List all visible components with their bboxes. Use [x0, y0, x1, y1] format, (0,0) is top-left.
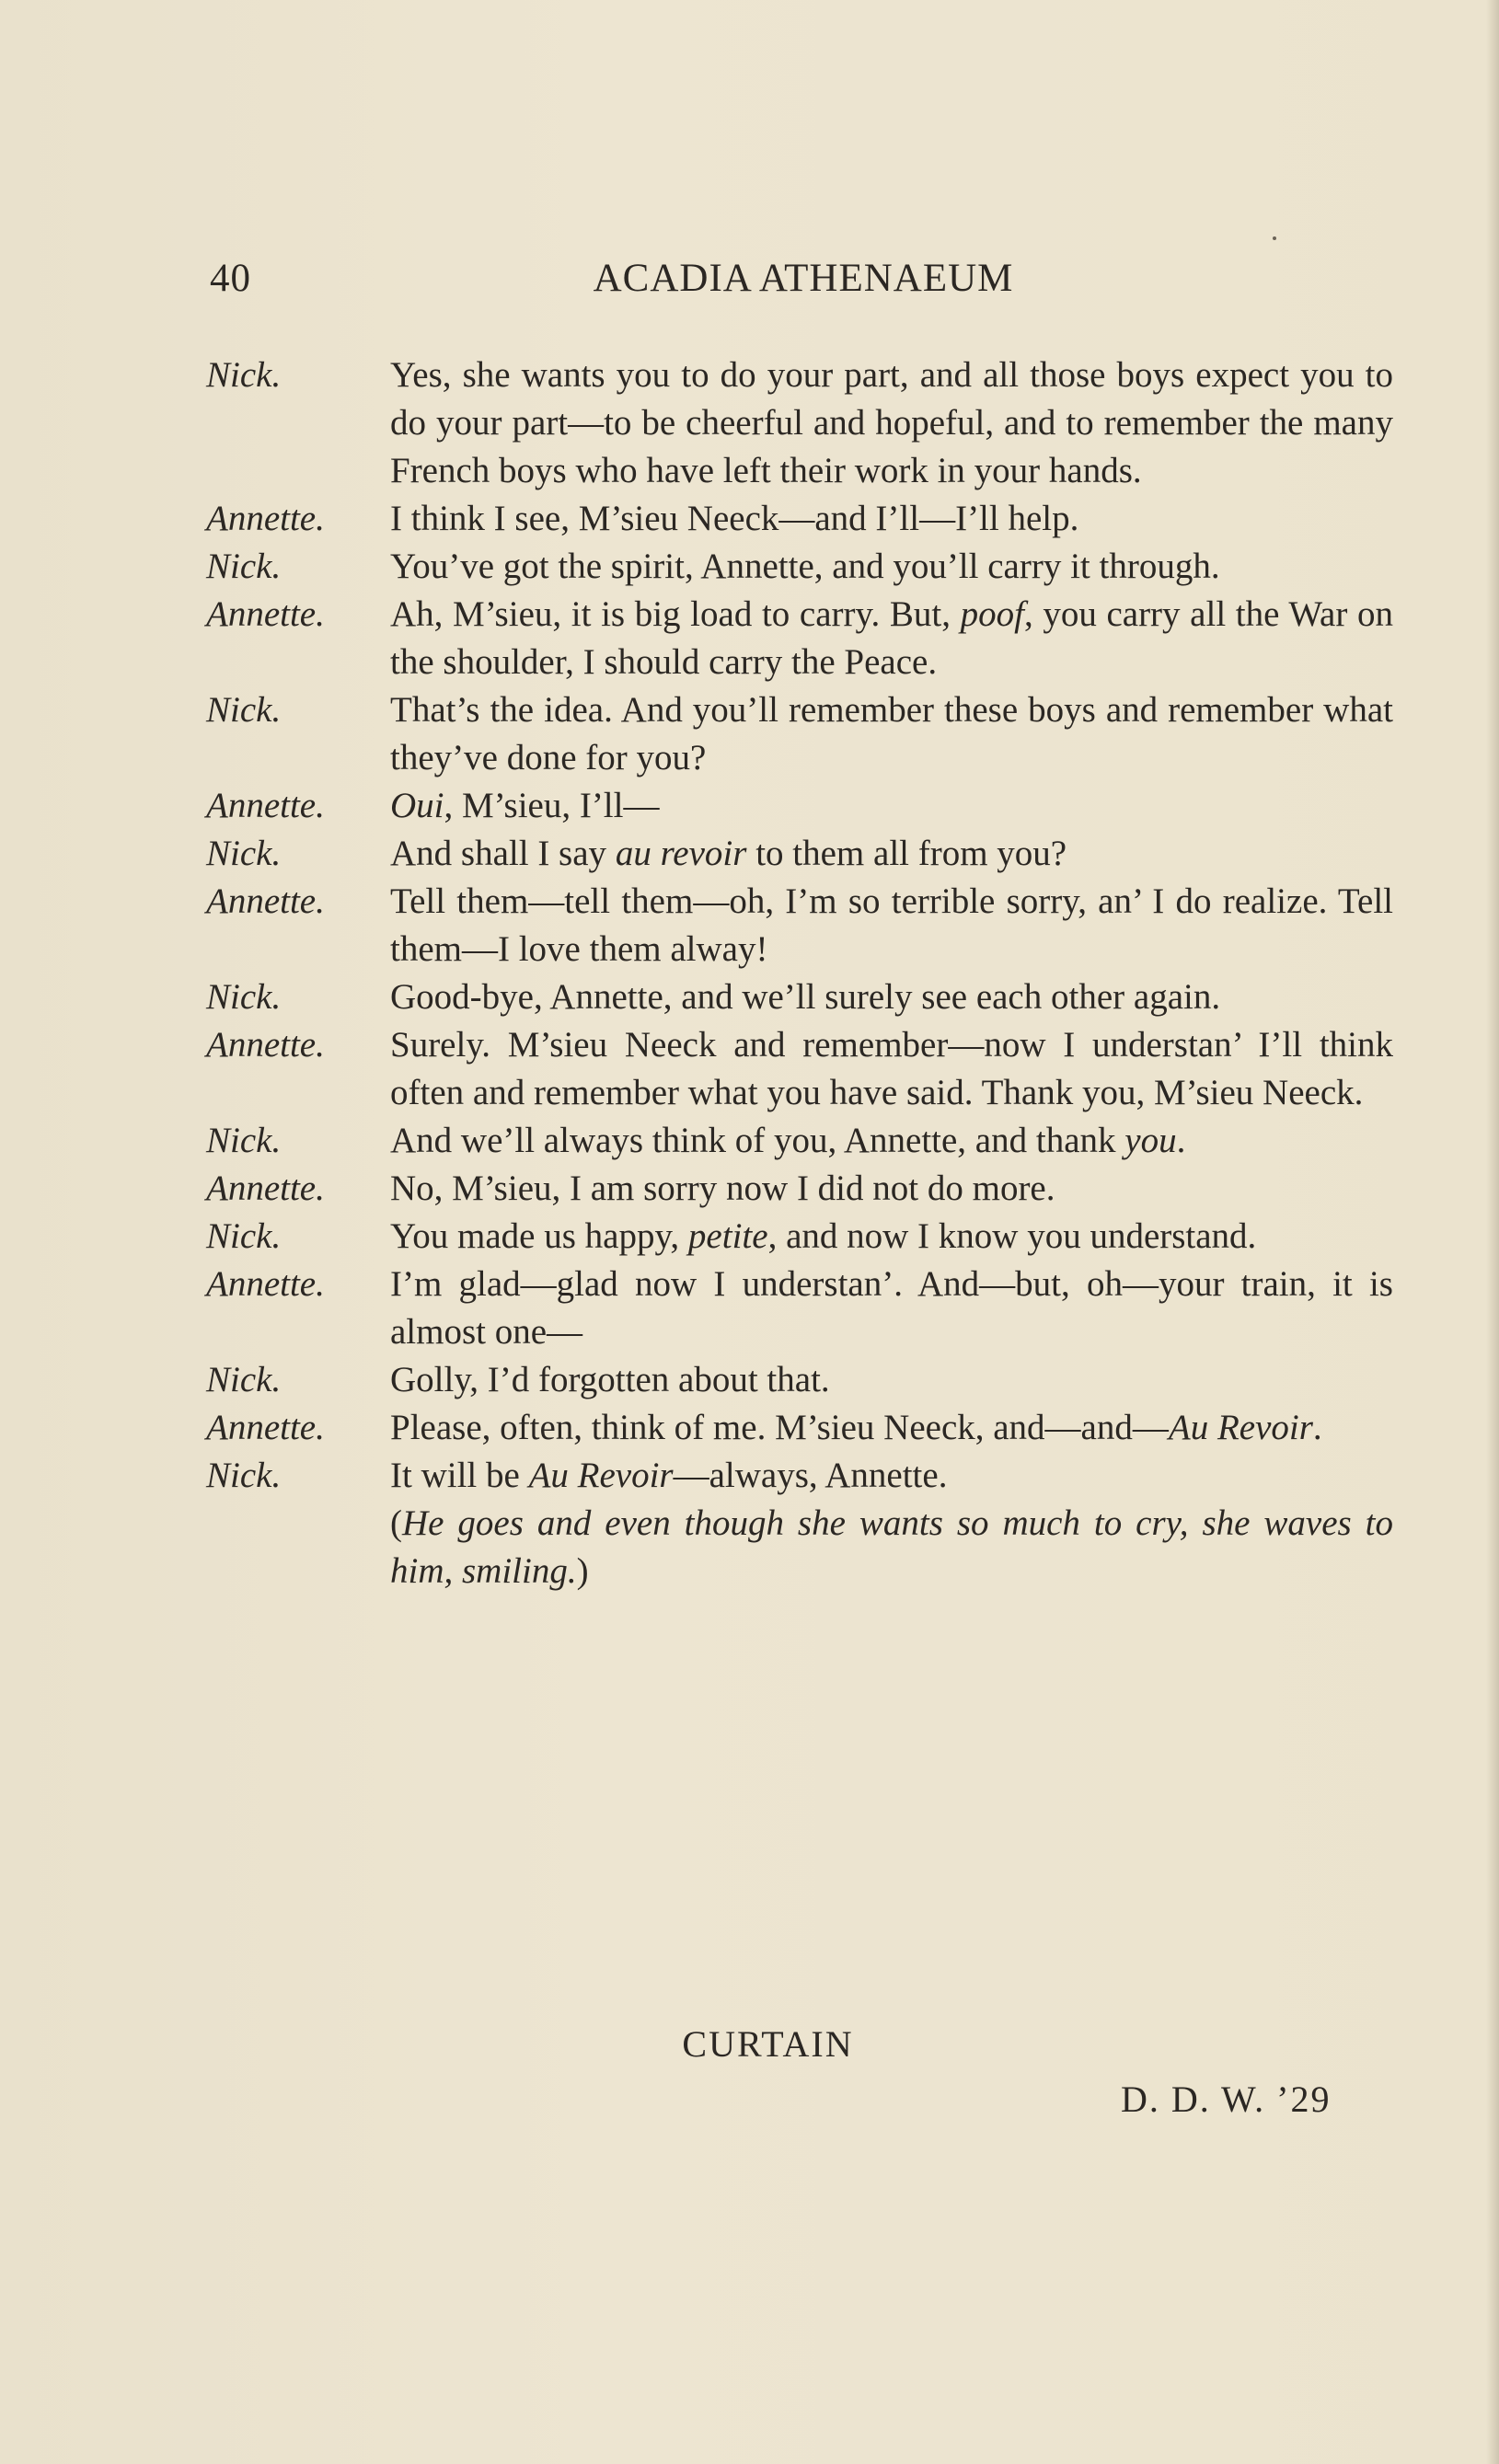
italic-text: Oui	[390, 786, 444, 825]
page-header	[210, 256, 1397, 307]
dialogue-line	[206, 1261, 1393, 1356]
dialogue-line	[206, 1404, 1393, 1452]
speaker-name: Nick.	[206, 547, 282, 586]
close-paren: )	[576, 1551, 589, 1591]
italic-text: poof	[960, 594, 1024, 634]
dialogue-text: Yes, she wants you to do your part, and all those boys expect you to do your part—to be cheerful and hopeful, and to remember the many French boys who have left their work in your hands.	[390, 355, 1393, 490]
stage-direction-text: He goes and even though she wants so much to cry, she waves to him, smiling.	[390, 1503, 1393, 1591]
speaker-name: Annette.	[206, 1408, 325, 1447]
dialogue-line	[206, 1165, 1393, 1213]
speaker-name: Nick.	[206, 690, 282, 730]
page-edge-shadow	[1486, 0, 1499, 2464]
open-paren: (	[390, 1503, 402, 1543]
dialogue-text: I’m glad—glad now I understan’. And—but, oh—your train, it is almost one—	[390, 1264, 1393, 1352]
italic-text: Au Revoir	[528, 1456, 674, 1495]
speaker-name: Nick.	[206, 1121, 282, 1160]
speaker-name: Nick.	[206, 1456, 282, 1495]
dialogue-text: I think I see, M’sieu Neeck—and I’ll—I’ll help.	[390, 499, 1079, 538]
dialogue	[206, 351, 1393, 1595]
dialogue-text: And shall I say au revoir to them all from you?	[390, 834, 1067, 873]
dialogue-text: Oui, M’sieu, I’ll—	[390, 786, 660, 825]
speaker-name: Nick.	[206, 977, 282, 1017]
dialogue-line	[206, 686, 1393, 782]
speaker-name: Annette.	[206, 881, 325, 921]
page-number: 40	[210, 257, 251, 300]
italic-text: you	[1124, 1121, 1177, 1160]
italic-text: au revoir	[615, 834, 747, 873]
speaker-name: Nick.	[206, 1360, 282, 1399]
dialogue-text: No, M’sieu, I am sorry now I did not do more.	[390, 1169, 1055, 1208]
speaker-name: Annette.	[206, 1264, 325, 1304]
dialogue-text: You’ve got the spirit, Annette, and you’ll carry it through.	[390, 547, 1220, 586]
dialogue-line	[206, 543, 1393, 591]
running-title: ACADIA ATHENAEUM	[593, 257, 1014, 300]
speaker-name: Nick.	[206, 1216, 282, 1256]
italic-text: Au Revoir	[1168, 1408, 1313, 1447]
dialogue-line	[206, 973, 1393, 1021]
speaker-name: Annette.	[206, 786, 325, 825]
dialogue-line	[206, 351, 1393, 495]
dialogue-text: And we’ll always think of you, Annette, and thank you.	[390, 1121, 1186, 1160]
dialogue-line	[206, 591, 1393, 686]
dialogue-text: Tell them—tell them—oh, I’m so terrible sorry, an’ I do realize. Tell them—I love them alway!	[390, 881, 1393, 969]
dialogue-text: You made us happy, petite, and now I know you understand.	[390, 1216, 1257, 1256]
author-signature: D. D. W. ’29	[1121, 2078, 1332, 2120]
dialogue-text: Surely. M’sieu Neeck and remember—now I understan’ I’ll think often and remember what you have said. Thank you, M’sieu Neeck.	[390, 1025, 1393, 1112]
dialogue-line	[206, 495, 1393, 543]
speaker-name: Nick.	[206, 355, 282, 395]
speaker-name: Nick.	[206, 834, 282, 873]
dialogue-line	[206, 1117, 1393, 1165]
speaker-name: Annette.	[206, 1169, 325, 1208]
dialogue-text: It will be Au Revoir—always, Annette.	[390, 1456, 948, 1495]
dialogue-line	[206, 878, 1393, 973]
dialogue-line	[206, 1213, 1393, 1261]
dialogue-line	[206, 830, 1393, 878]
speaker-name: Annette.	[206, 1025, 325, 1065]
stage-direction	[390, 1500, 1393, 1595]
dialogue-line	[206, 782, 1393, 830]
dialogue-text: Good-bye, Annette, and we’ll surely see each other again.	[390, 977, 1221, 1017]
italic-text: petite	[687, 1216, 768, 1256]
dialogue-text: Please, often, think of me. M’sieu Neeck, and—and—Au Revoir.	[390, 1408, 1322, 1447]
dialogue-text: Golly, I’d forgotten about that.	[390, 1360, 830, 1399]
ink-speck	[1273, 236, 1276, 240]
speaker-name: Annette.	[206, 499, 325, 538]
curtain-heading: CURTAIN	[682, 2023, 854, 2065]
dialogue-text: Ah, M’sieu, it is big load to carry. But, poof, you carry all the War on the shoulder, I should carry the Peace.	[390, 594, 1393, 682]
dialogue-line	[206, 1356, 1393, 1404]
dialogue-text: That’s the idea. And you’ll remember these boys and remember what they’ve done for you?	[390, 690, 1393, 777]
speaker-name: Annette.	[206, 594, 325, 634]
dialogue-line	[206, 1021, 1393, 1117]
dialogue-line	[206, 1452, 1393, 1500]
